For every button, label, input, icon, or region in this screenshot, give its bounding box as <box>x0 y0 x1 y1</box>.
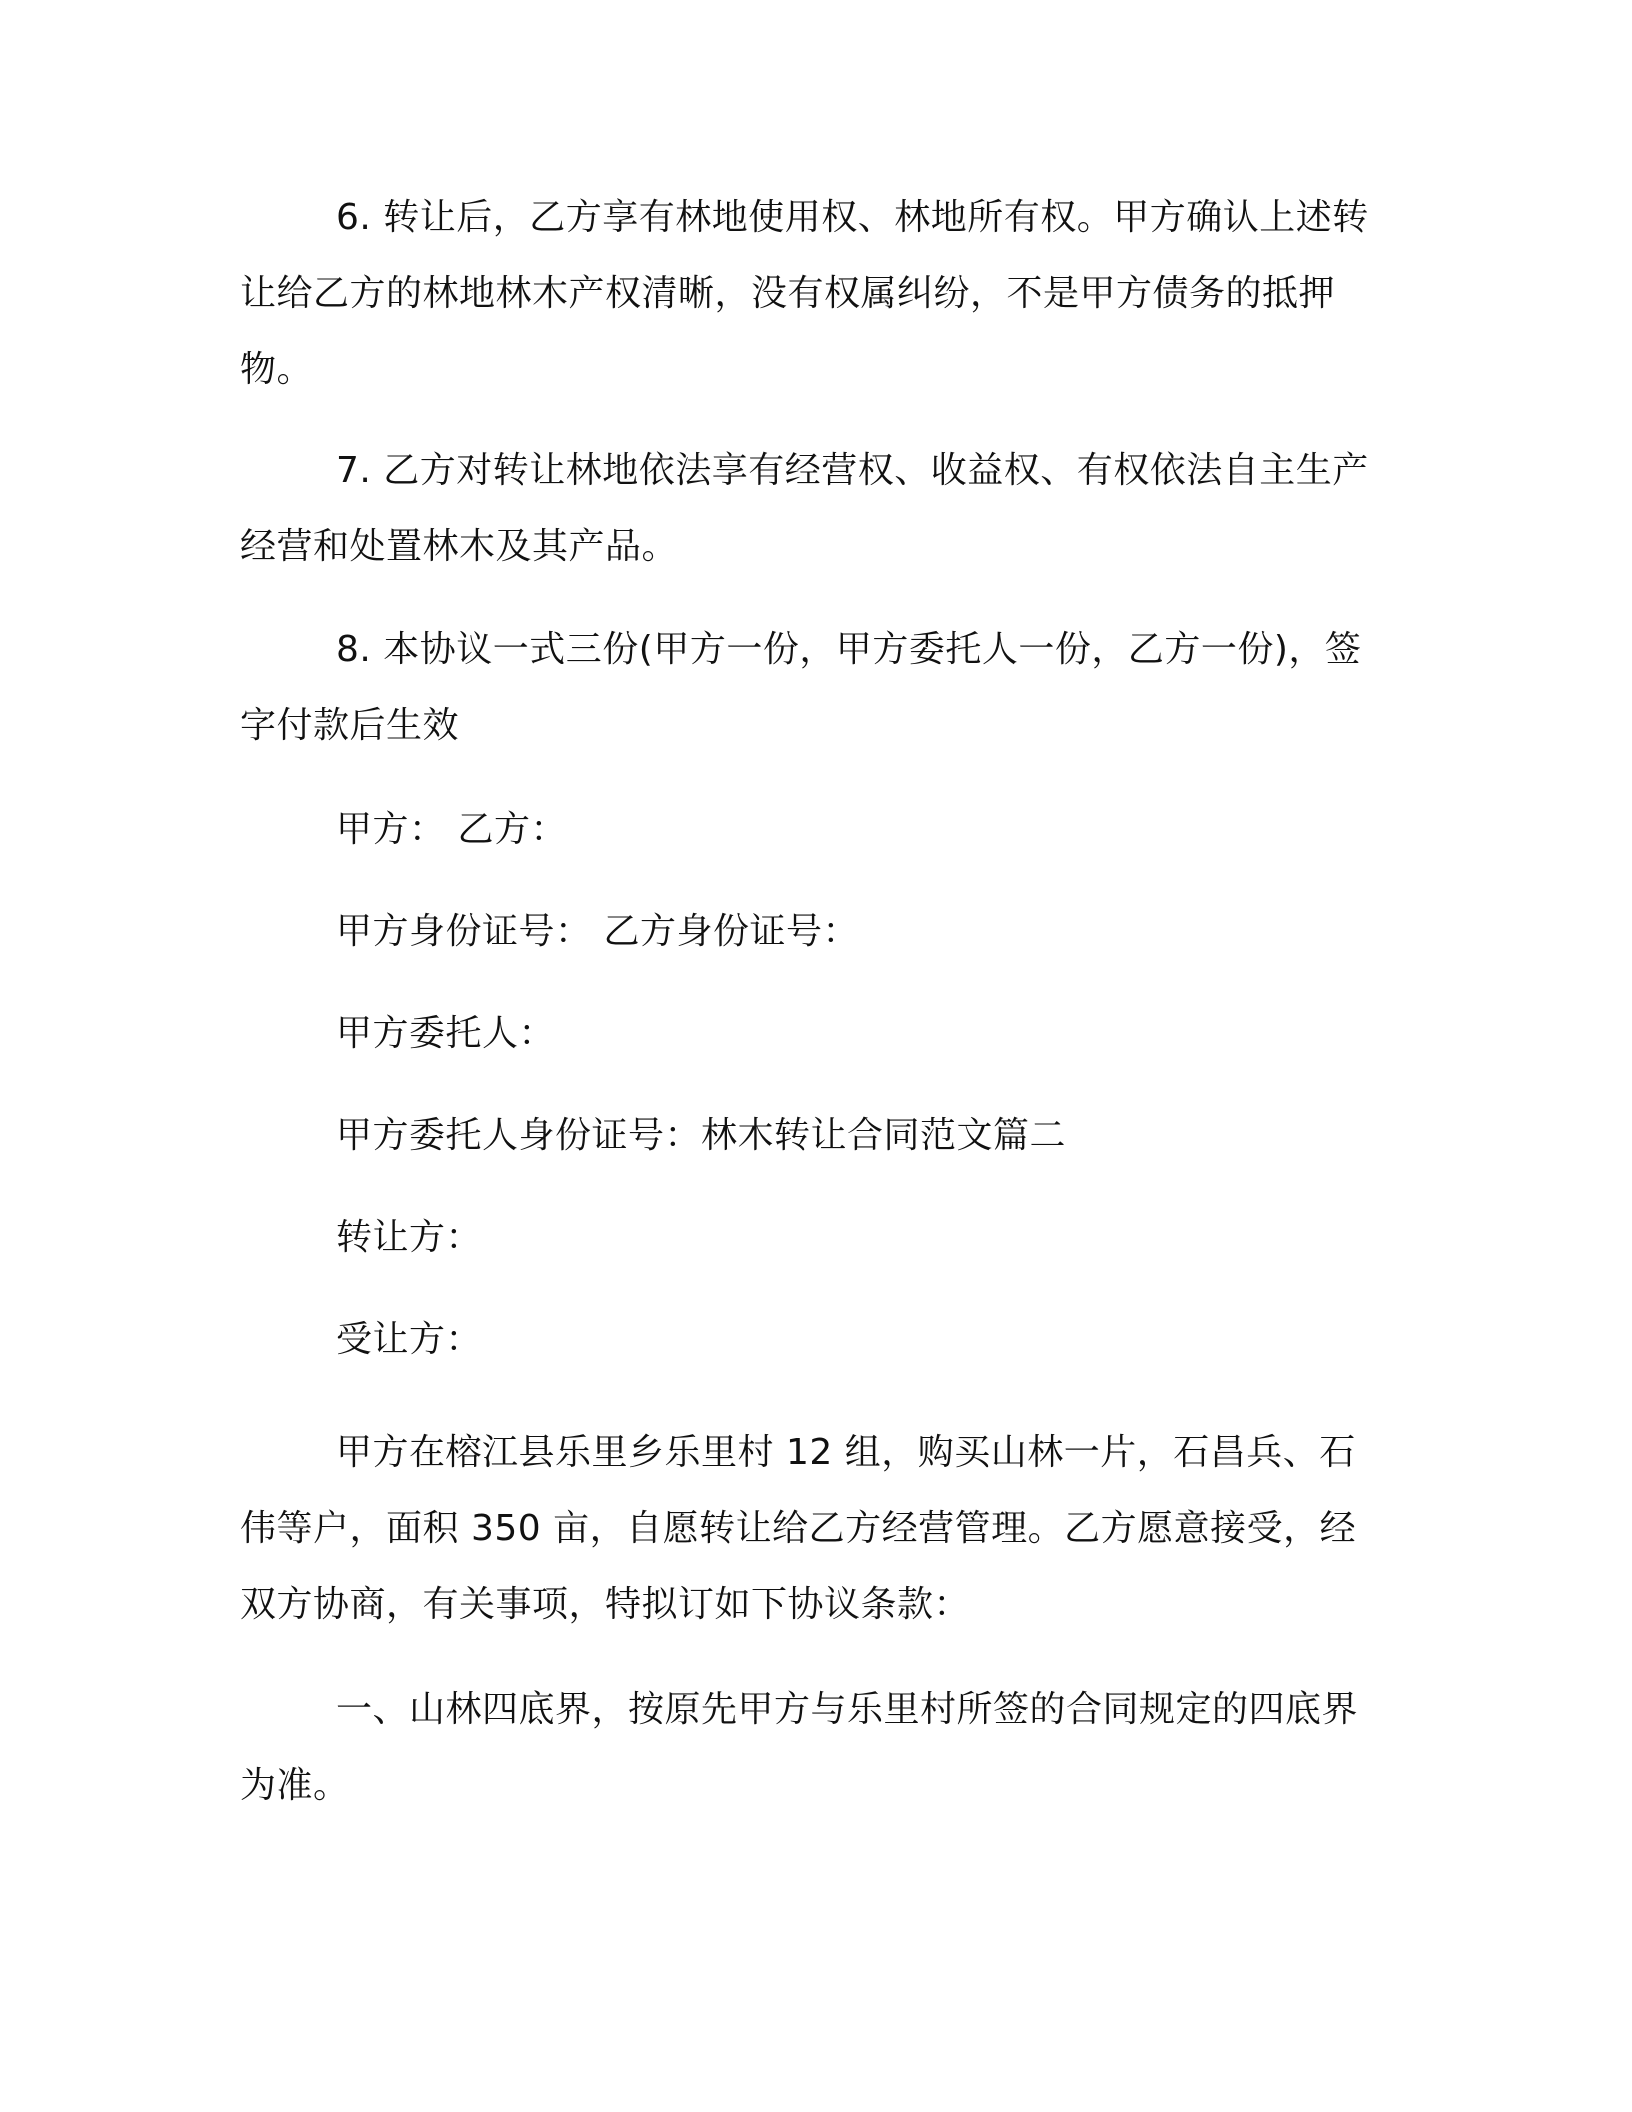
article-1: 一、山林四底界，按原先甲方与乐里村所签的合同规定的四底界为准。 <box>240 1689 1359 1806</box>
signature-id-numbers: 甲方身份证号： 乙方身份证号： <box>336 911 859 952</box>
clause-8: 8. 本协议一式三份(甲方一份，甲方委托人一份，乙方一份)，签字付款后生效 <box>240 629 1362 746</box>
clause-7: 7. 乙方对转让林地依法享有经营权、收益权、有权依法自主生产经营和处置林木及其产品。 <box>240 450 1369 567</box>
agent-id-and-section-title: 甲方委托人身份证号：林木转让合同范文篇二 <box>336 1115 1067 1156</box>
intro-paragraph: 甲方在榕江县乐里乡乐里村 12 组，购买山林一片，石昌兵、石伟等户，面积 350 亩，自愿转让给乙方经营管理。乙方愿意接受，经双方协商，有关事项，特拟订如下协议条款： <box>240 1432 1357 1625</box>
signature-agent: 甲方委托人： <box>336 1013 556 1054</box>
transferor-label: 转让方： <box>336 1217 483 1258</box>
transferee-label: 受让方： <box>336 1319 483 1360</box>
signature-parties: 甲方： 乙方： <box>336 809 567 850</box>
clause-6: 6. 转让后，乙方享有林地使用权、林地所有权。甲方确认上述转让给乙方的林地林木产权清晰，没有权属纠纷，不是甲方债务的抵押物。 <box>240 197 1369 390</box>
